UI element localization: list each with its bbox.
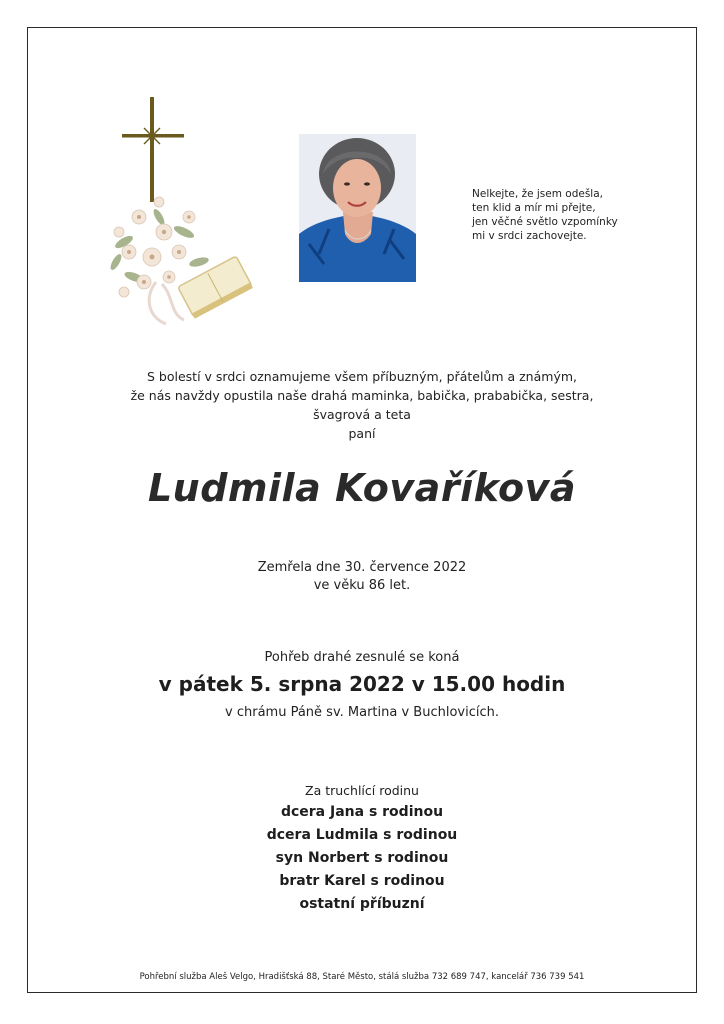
funeral-datetime: v pátek 5. srpna 2022 v 15.00 hodin — [158, 672, 566, 696]
announcement-line: paní — [348, 426, 376, 441]
poem-line: Nelkejte, že jsem odešla, — [472, 188, 603, 200]
death-date: Zemřela dne 30. července 2022 — [257, 560, 467, 575]
mourner-item: bratr Karel s rodinou — [279, 873, 445, 889]
poem-line: mi v srdci zachovejte. — [472, 230, 587, 242]
mourner-item: dcera Jana s rodinou — [280, 804, 444, 820]
poem-line: ten klid a mír mi přejte, — [472, 202, 596, 214]
announcement-line: že nás navždy opustila naše drahá maminka, babička, prababička, sestra, — [130, 388, 594, 403]
deceased-name: Ludmila Kovaříková — [147, 466, 577, 510]
cross-flowers-icon — [104, 92, 254, 332]
portrait-photo — [299, 134, 416, 282]
mourner-item: syn Norbert s rodinou — [275, 850, 449, 866]
death-info — [60, 559, 664, 595]
mourner-item: ostatní příbuzní — [299, 896, 425, 912]
mourners-heading: Za truchlící rodinu — [305, 783, 419, 798]
funeral-service-footer: Pohřební služba Aleš Velgo, Hradišťská 88, Staré Město, stálá služba 732 689 747, kancelář 736 739 541 — [139, 972, 585, 982]
funeral-place: v chrámu Páně sv. Martina v Buchlovicích. — [225, 705, 499, 720]
announcement-text — [60, 367, 664, 443]
funeral-intro: Pohřeb drahé zesnulé se koná — [264, 650, 460, 665]
announcement-line: S bolestí v srdci oznamujeme všem příbuzným, přátelům a známým, — [147, 369, 577, 384]
mourner-item: dcera Ludmila s rodinou — [266, 827, 458, 843]
mourners-list — [60, 781, 664, 916]
death-age: ve věku 86 let. — [313, 578, 411, 593]
announcement-line: švagrová a teta — [313, 407, 411, 422]
poem-line: jen věčné světlo vzpomínky — [472, 216, 618, 228]
poem — [472, 187, 672, 243]
